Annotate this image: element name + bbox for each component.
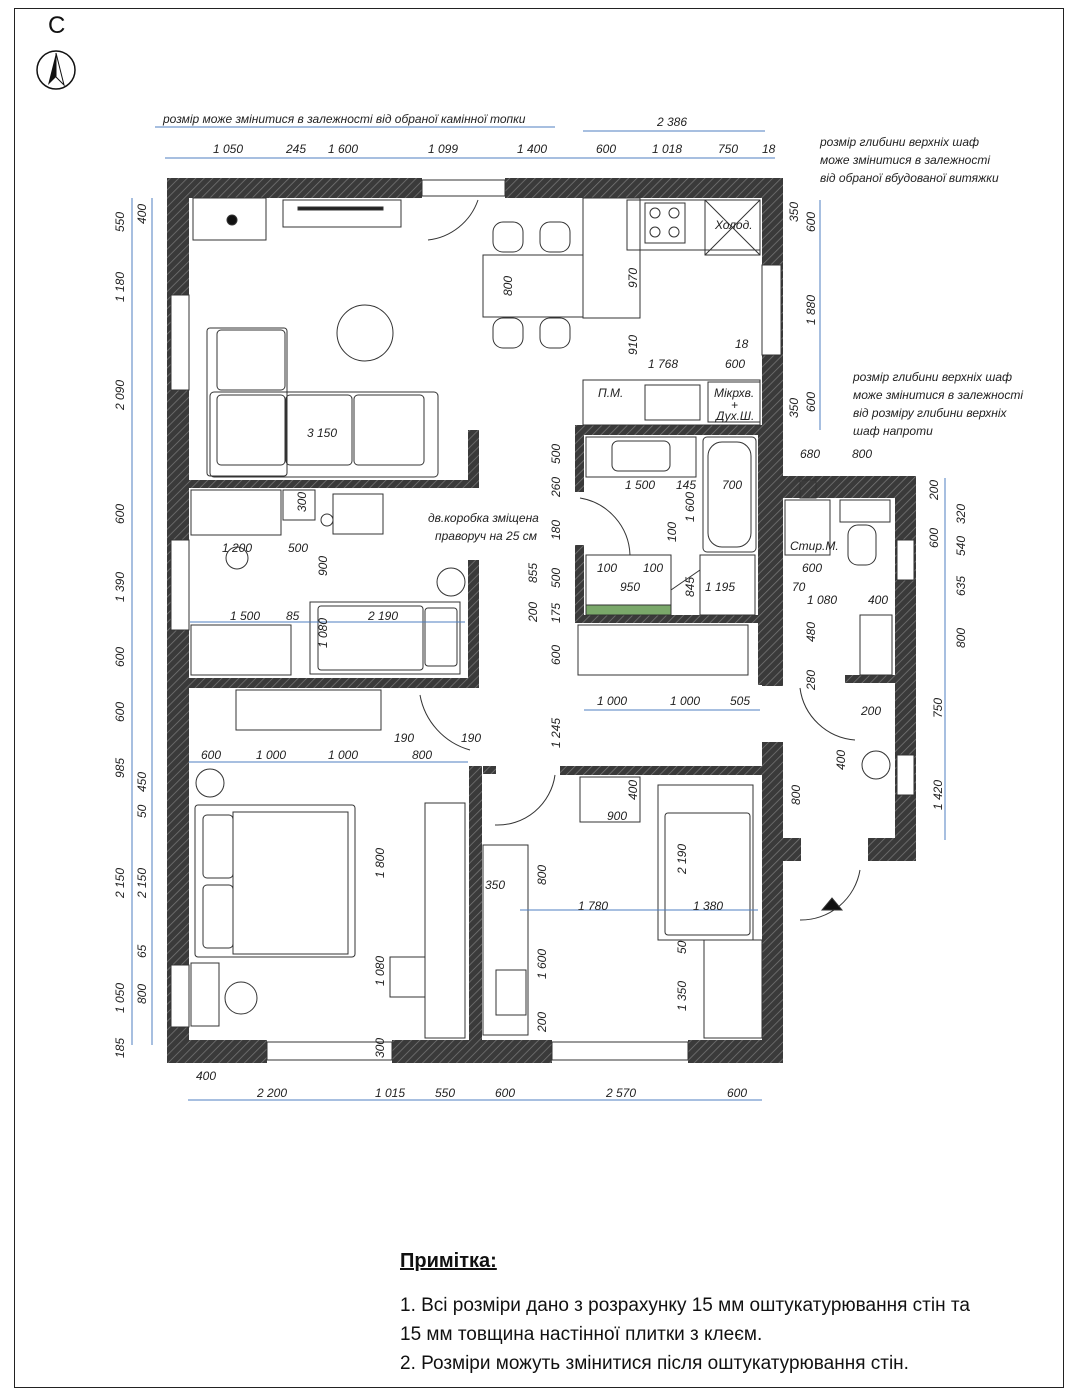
dim-top-6: 600 xyxy=(596,142,617,156)
dim-ward-2: 1 000 xyxy=(670,694,701,708)
dim-office-2: 900 xyxy=(607,809,628,823)
right-note-2-line-4: шаф напроти xyxy=(853,424,933,438)
dim-right-1: 350 xyxy=(787,201,801,222)
dim-right-5: 350 xyxy=(787,397,801,418)
dim-bath-1: 500 xyxy=(549,443,563,464)
right-note-2-line-1: розмір глибини верхніх шаф xyxy=(853,370,1013,384)
door-note xyxy=(428,511,539,543)
dim-wing-8: 1 420 xyxy=(931,779,945,810)
interior-walls xyxy=(189,425,895,1040)
dim-left-6: 600 xyxy=(113,646,127,667)
dim-bed-2: 1 080 xyxy=(373,955,387,986)
dim-wing-3: 540 xyxy=(954,535,968,556)
notes-line-3: 2. Розміри можуть змінитися після оштукатурювання стін. xyxy=(400,1353,909,1374)
dim-bath-9: 855 xyxy=(526,562,540,583)
dim-left-7: 600 xyxy=(113,701,127,722)
dim-kids-1: 300 xyxy=(295,491,309,512)
dim-living-2: 970 xyxy=(626,267,640,288)
dims-bedroom xyxy=(373,848,387,1058)
dim-ward-1: 1 000 xyxy=(597,694,628,708)
dim-bath-18: 600 xyxy=(549,644,563,665)
dim-kids-4: 900 xyxy=(316,555,330,576)
dim-top-2: 245 xyxy=(286,142,307,156)
dim-kids-7: 2 190 xyxy=(368,609,399,623)
pantry-label: П.М. xyxy=(598,386,624,400)
micro-label-3: Дух.Ш. xyxy=(716,409,755,423)
dim-left-3: 2 090 xyxy=(113,379,127,410)
dim-wing-6: 800 xyxy=(954,627,968,648)
dim-bath-19: 1 245 xyxy=(549,717,563,748)
notes-title: Примітка: xyxy=(400,1250,497,1272)
dim-office-5: 1 780 xyxy=(578,899,609,913)
dims-office xyxy=(485,780,723,1033)
dim-bottom-3: 550 xyxy=(435,1086,456,1100)
right-note-2 xyxy=(852,370,1023,438)
dim-left-5: 1 390 xyxy=(113,571,127,602)
bathroom-furniture xyxy=(578,437,756,675)
dim-bottom-1: 2 200 xyxy=(257,1086,288,1100)
dim-laundry-8: 280 xyxy=(804,669,818,690)
dim-laundry-4: 70 xyxy=(792,580,806,594)
micro-label-2: + xyxy=(731,398,739,412)
dim-laundry-10: 400 xyxy=(834,749,848,770)
dim-ward-5: 1 000 xyxy=(256,748,287,762)
dim-laundry-2: 800 xyxy=(852,447,873,461)
dim-kids-8: 1 080 xyxy=(316,617,330,648)
dim-left-11: 185 xyxy=(113,1037,127,1058)
dim-living-6: 18 xyxy=(735,337,749,351)
top-note: розмір може змінитися в залежності від обраної камінної топки xyxy=(163,112,526,126)
dim-office-6: 1 380 xyxy=(693,899,724,913)
dim-bed-3: 300 xyxy=(373,1037,387,1058)
dim-top-5: 1 400 xyxy=(517,142,548,156)
compass-letter: С xyxy=(48,12,66,39)
dim-kids-5: 1 500 xyxy=(230,609,261,623)
windows xyxy=(171,180,914,1060)
right-note-1-line-3: від обраної вбудованої витяжки xyxy=(820,171,999,185)
dim-laundry-7: 480 xyxy=(804,621,818,642)
dim-bath-13: 950 xyxy=(620,580,641,594)
right-note-1-line-2: може змінитися в залежності xyxy=(820,153,991,167)
dim-left-in-1: 400 xyxy=(135,203,149,224)
dim-left-in-3: 50 xyxy=(135,804,149,818)
dims-bottom xyxy=(196,1069,747,1100)
fridge-label: Холод. xyxy=(715,218,753,232)
dim-bottom-2: 1 015 xyxy=(375,1086,406,1100)
dim-bath-2: 260 xyxy=(549,476,563,497)
right-note-2-line-2: може змінитися в залежності xyxy=(853,388,1024,402)
dim-kids-6: 85 xyxy=(286,609,300,623)
dim-office-3: 800 xyxy=(535,864,549,885)
dim-wing-5: 635 xyxy=(954,575,968,596)
dim-left-in-4: 2 150 xyxy=(135,867,149,898)
dim-office-7: 2 190 xyxy=(675,843,689,874)
dim-left-2: 1 180 xyxy=(113,271,127,302)
dim-office-11: 1 350 xyxy=(675,980,689,1011)
laundry-furniture xyxy=(785,480,892,779)
dim-bath-7: 1 600 xyxy=(683,491,697,522)
dim-wing-2: 320 xyxy=(954,503,968,524)
dim-bath-17: 175 xyxy=(549,602,563,623)
dim-bath-5: 700 xyxy=(722,478,743,492)
dim-top-1: 1 050 xyxy=(213,142,244,156)
dim-bath-4: 145 xyxy=(676,478,697,492)
dim-laundry-3: 600 xyxy=(802,561,823,575)
dim-right-3: 1 880 xyxy=(804,294,818,325)
dim-left-in-6: 800 xyxy=(135,983,149,1004)
dim-left-10: 1 050 xyxy=(113,982,127,1013)
dim-bath-12: 100 xyxy=(643,561,664,575)
dim-laundry-1: 680 xyxy=(800,447,821,461)
dims-wardrobes xyxy=(201,694,750,762)
dim-office-10: 50 xyxy=(675,940,689,954)
dim-bottom-6: 600 xyxy=(727,1086,748,1100)
right-note-1-line-1: розмір глибини верхніх шаф xyxy=(820,135,980,149)
dim-kids-2: 1 200 xyxy=(222,541,253,555)
dim-top-4: 1 099 xyxy=(428,142,459,156)
dim-bottom-5: 2 570 xyxy=(606,1086,637,1100)
micro-label-1: Мікрхв. xyxy=(714,386,755,400)
dim-ward-6: 1 000 xyxy=(328,748,359,762)
dims-living xyxy=(307,268,749,440)
dim-bath-10: 500 xyxy=(549,567,563,588)
notes-line-1: 1. Всі розміри дано з розрахунку 15 мм оштукатурювання стін та xyxy=(400,1295,970,1316)
dim-bottom-small: 400 xyxy=(196,1069,217,1083)
dim-ward-9: 190 xyxy=(461,731,482,745)
dim-bath-15: 1 195 xyxy=(705,580,736,594)
right-note-1 xyxy=(819,135,999,185)
dim-bath-3: 1 500 xyxy=(625,478,656,492)
right-note-2-line-3: від розміру глибини верхніх xyxy=(853,406,1007,420)
dim-bottom-4: 600 xyxy=(495,1086,516,1100)
dim-laundry-11: 800 xyxy=(789,784,803,805)
washer-label: Стир.М. xyxy=(790,539,839,553)
dim-wing-1: 200 xyxy=(927,479,941,500)
dim-wing-7: 750 xyxy=(931,697,945,718)
dim-office-9: 200 xyxy=(535,1011,549,1032)
dim-living-3: 910 xyxy=(626,334,640,355)
dim-top-7: 1 018 xyxy=(652,142,683,156)
dims-left xyxy=(113,204,149,1058)
dim-left-4: 600 xyxy=(113,503,127,524)
notes-line-2: 15 мм товщина настінної плитки з клеєм. xyxy=(400,1324,763,1345)
dim-top-total: 2 386 xyxy=(657,115,688,129)
dim-office-1: 400 xyxy=(626,779,640,800)
dim-top-3: 1 600 xyxy=(328,142,359,156)
dim-bath-6: 180 xyxy=(549,519,563,540)
dim-laundry-6: 400 xyxy=(868,593,889,607)
dim-laundry-5: 1 080 xyxy=(807,593,838,607)
dim-left-in-2: 450 xyxy=(135,771,149,792)
dim-kids-3: 500 xyxy=(288,541,309,555)
dim-ward-4: 600 xyxy=(201,748,222,762)
dim-living-5: 600 xyxy=(725,357,746,371)
dim-right-2: 600 xyxy=(804,211,818,232)
door-note-line-2: праворуч на 25 см xyxy=(435,529,537,543)
dim-office-8: 1 600 xyxy=(535,948,549,979)
dim-ward-7: 190 xyxy=(394,731,415,745)
dim-office-4: 350 xyxy=(485,878,506,892)
dim-bed-1: 1 800 xyxy=(373,847,387,878)
dim-right-4: 600 xyxy=(804,391,818,412)
dim-top-9: 18 xyxy=(762,142,776,156)
dim-left-1: 550 xyxy=(113,211,127,232)
dim-ward-3: 505 xyxy=(730,694,751,708)
dim-bath-14: 845 xyxy=(683,576,697,597)
dim-bath-11: 100 xyxy=(597,561,618,575)
dim-left-8: 985 xyxy=(113,757,127,778)
dim-bath-16: 200 xyxy=(526,601,540,622)
dim-living-7: 3 150 xyxy=(307,426,338,440)
dims-bath xyxy=(526,444,742,748)
dim-top-8: 750 xyxy=(718,142,739,156)
dim-bath-8: 100 xyxy=(665,521,679,542)
dim-left-9: 2 150 xyxy=(113,867,127,898)
dim-living-4: 1 768 xyxy=(648,357,679,371)
dim-laundry-9: 200 xyxy=(861,704,882,718)
door-note-line-1: дв.коробка зміщена xyxy=(428,511,539,525)
dim-left-in-5: 65 xyxy=(135,944,149,958)
notes-block xyxy=(400,1250,1060,1378)
dim-wing-4: 600 xyxy=(927,527,941,548)
dim-ward-8: 800 xyxy=(412,748,433,762)
dim-living-1: 800 xyxy=(501,275,515,296)
